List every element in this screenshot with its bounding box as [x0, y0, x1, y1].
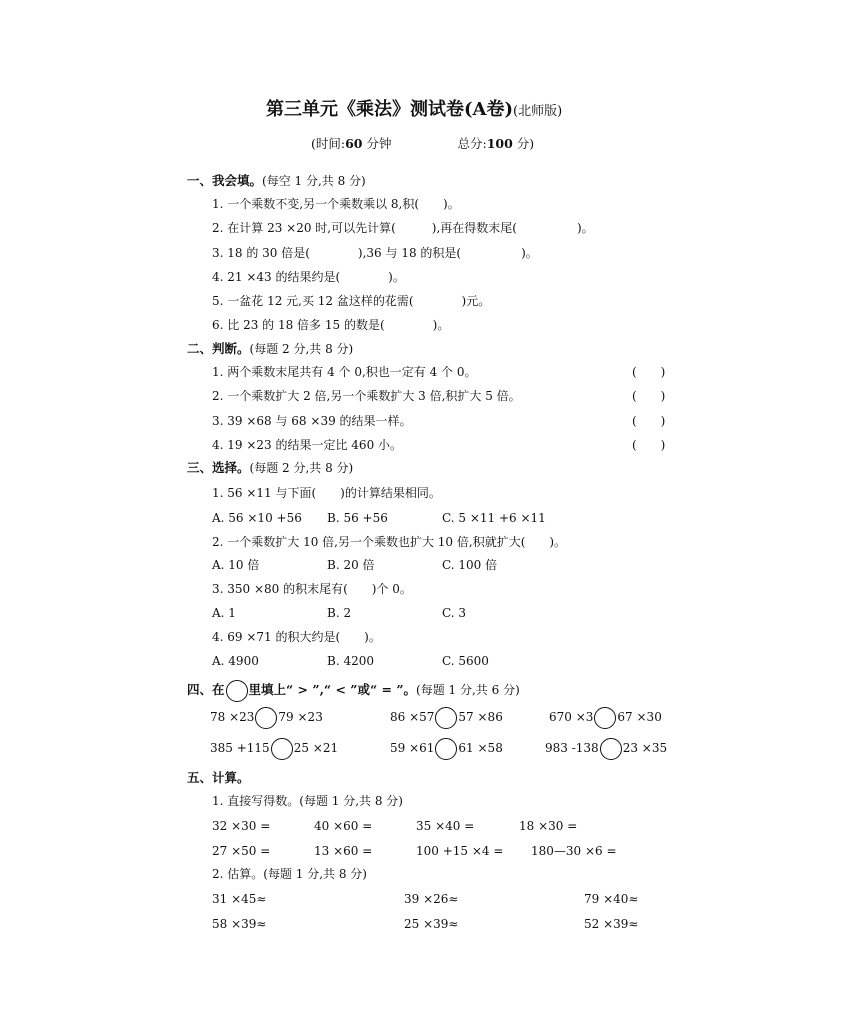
- section-1-heading: [187, 173, 366, 189]
- choice-question-4: 4. 69 ×71 的积大约是( )。: [212, 630, 381, 644]
- choice-option[interactable]: B. 20 倍: [327, 558, 375, 572]
- compare-item: [210, 706, 323, 729]
- compare-circle[interactable]: [594, 707, 616, 729]
- judge-item-2: 2. 一个乘数扩大 2 倍,另一个乘数扩大 3 倍,积扩大 5 倍。: [212, 389, 521, 403]
- score-value: 100: [486, 136, 513, 151]
- choice-option[interactable]: B. 4200: [327, 654, 374, 668]
- fill-item-6: 6. 比 23 的 18 倍多 15 的数是( )。: [212, 318, 450, 332]
- fill-item-1: 1. 一个乘数不变,另一个乘数乘以 8,积( )。: [212, 197, 460, 211]
- edition-label: (北师版): [513, 104, 563, 119]
- fill-item-5: 5. 一盆花 12 元,买 12 盆这样的花需( )元。: [212, 294, 491, 308]
- section-3-title: 三、选择。: [187, 460, 250, 475]
- calc-item: 18 ×30 =: [519, 819, 578, 833]
- choice-question-3: 3. 350 ×80 的积末尾有( )个 0。: [212, 582, 412, 596]
- score-label: 总分:: [457, 136, 487, 151]
- calc-part-2-title: 2. 估算。: [212, 867, 264, 881]
- compare-circle[interactable]: [255, 707, 277, 729]
- compare-item: [545, 737, 667, 760]
- choice-option[interactable]: A. 4900: [212, 654, 259, 668]
- section-2-heading: [187, 341, 353, 357]
- compare-item: [210, 737, 338, 760]
- choice-option[interactable]: A. 1: [212, 606, 236, 620]
- compare-right: 57 ×86: [458, 710, 503, 724]
- calc-item: 100 +15 ×4 =: [416, 844, 504, 858]
- compare-item: [390, 706, 503, 729]
- choice-option[interactable]: C. 100 倍: [442, 558, 498, 572]
- section-4-title-a: 四、在: [187, 682, 225, 697]
- estimate-item: 79 ×40≈: [584, 892, 639, 906]
- estimate-item: 31 ×45≈: [212, 892, 267, 906]
- compare-circle[interactable]: [435, 707, 457, 729]
- calc-part-1-title: 1. 直接写得数。: [212, 794, 300, 808]
- compare-left: 670 ×3: [549, 710, 594, 724]
- judge-item-3: 3. 39 ×68 与 68 ×39 的结果一样。: [212, 414, 412, 428]
- section-5-heading: 五、计算。: [187, 770, 250, 785]
- section-4-heading: [187, 679, 520, 702]
- choice-option[interactable]: A. 10 倍: [212, 558, 260, 572]
- choice-option[interactable]: A. 56 ×10 +56: [212, 511, 302, 525]
- page-title: [266, 98, 562, 124]
- compare-right: 79 ×23: [278, 710, 323, 724]
- time-label: (时间:: [311, 136, 346, 151]
- judge-item-4: 4. 19 ×23 的结果一定比 460 小。: [212, 438, 403, 452]
- exam-info: [311, 136, 534, 152]
- estimate-item: 52 ×39≈: [584, 917, 639, 931]
- calc-part-1: [212, 793, 403, 809]
- calc-item: 35 ×40 =: [416, 819, 475, 833]
- calc-item: 13 ×60 =: [314, 844, 373, 858]
- time-unit: 分钟: [366, 136, 392, 151]
- choice-option[interactable]: B. 2: [327, 606, 352, 620]
- judge-bracket-3[interactable]: ( ): [632, 414, 666, 428]
- section-1-title: 一、我会填。: [187, 173, 263, 188]
- judge-item-1: 1. 两个乘数末尾共有 4 个 0,积也一定有 4 个 0。: [212, 365, 477, 379]
- compare-right: 67 ×30: [617, 710, 662, 724]
- compare-circle[interactable]: [271, 738, 293, 760]
- calc-item: 32 ×30 =: [212, 819, 271, 833]
- compare-right: 61 ×58: [458, 741, 503, 755]
- calc-part-2: [212, 866, 367, 882]
- compare-left: 983 -138: [545, 741, 599, 755]
- choice-option[interactable]: C. 5600: [442, 654, 489, 668]
- compare-right: 23 ×35: [622, 741, 668, 755]
- score-unit: 分): [516, 136, 535, 151]
- choice-option[interactable]: C. 5 ×11 +6 ×11: [442, 511, 546, 525]
- choice-question-2: 2. 一个乘数扩大 10 倍,另一个乘数也扩大 10 倍,积就扩大( )。: [212, 535, 567, 549]
- judge-bracket-2[interactable]: ( ): [632, 389, 666, 403]
- calc-part-2-note: (每题 1 分,共 8 分): [263, 867, 367, 881]
- fill-item-4: 4. 21 ×43 的结果约是( )。: [212, 270, 405, 284]
- judge-bracket-4[interactable]: ( ): [632, 438, 666, 452]
- calc-part-1-note: (每题 1 分,共 8 分): [299, 794, 403, 808]
- section-4-note: (每题 1 分,共 6 分): [416, 683, 520, 697]
- compare-item: [390, 737, 503, 760]
- fill-item-3: 3. 18 的 30 倍是( ),36 与 18 的积是( )。: [212, 246, 538, 260]
- compare-left: 78 ×23: [210, 710, 255, 724]
- calc-item: 180—30 ×6 =: [531, 844, 617, 858]
- compare-circle[interactable]: [435, 738, 457, 760]
- compare-circle[interactable]: [600, 738, 622, 760]
- fill-item-2: 2. 在计算 23 ×20 时,可以先计算( ),再在得数末尾( )。: [212, 221, 594, 235]
- section-2-title: 二、判断。: [187, 341, 250, 356]
- estimate-item: 25 ×39≈: [404, 917, 459, 931]
- compare-item: [549, 706, 662, 729]
- judge-bracket-1[interactable]: ( ): [632, 365, 666, 379]
- choice-question-1: 1. 56 ×11 与下面( )的计算结果相同。: [212, 486, 441, 500]
- compare-left: 385 +115: [210, 741, 270, 755]
- compare-left: 59 ×61: [390, 741, 435, 755]
- section-1-note: (每空 1 分,共 8 分): [262, 174, 366, 188]
- compare-right: 25 ×21: [293, 741, 339, 755]
- section-2-note: (每题 2 分,共 8 分): [249, 342, 354, 356]
- time-value: 60: [345, 136, 363, 151]
- circle-icon: [226, 680, 248, 702]
- title-text: 第三单元《乘法》测试卷(A卷): [266, 99, 513, 120]
- choice-option[interactable]: C. 3: [442, 606, 467, 620]
- compare-left: 86 ×57: [390, 710, 435, 724]
- estimate-item: 58 ×39≈: [212, 917, 267, 931]
- section-3-note: (每题 2 分,共 8 分): [249, 461, 354, 475]
- estimate-item: 39 ×26≈: [404, 892, 459, 906]
- calc-item: 40 ×60 =: [314, 819, 373, 833]
- section-3-heading: [187, 460, 353, 476]
- calc-item: 27 ×50 =: [212, 844, 271, 858]
- choice-option[interactable]: B. 56 +56: [327, 511, 388, 525]
- section-4-title-b: 里填上“ > ”,“ < ”或“ = ”。: [248, 682, 417, 697]
